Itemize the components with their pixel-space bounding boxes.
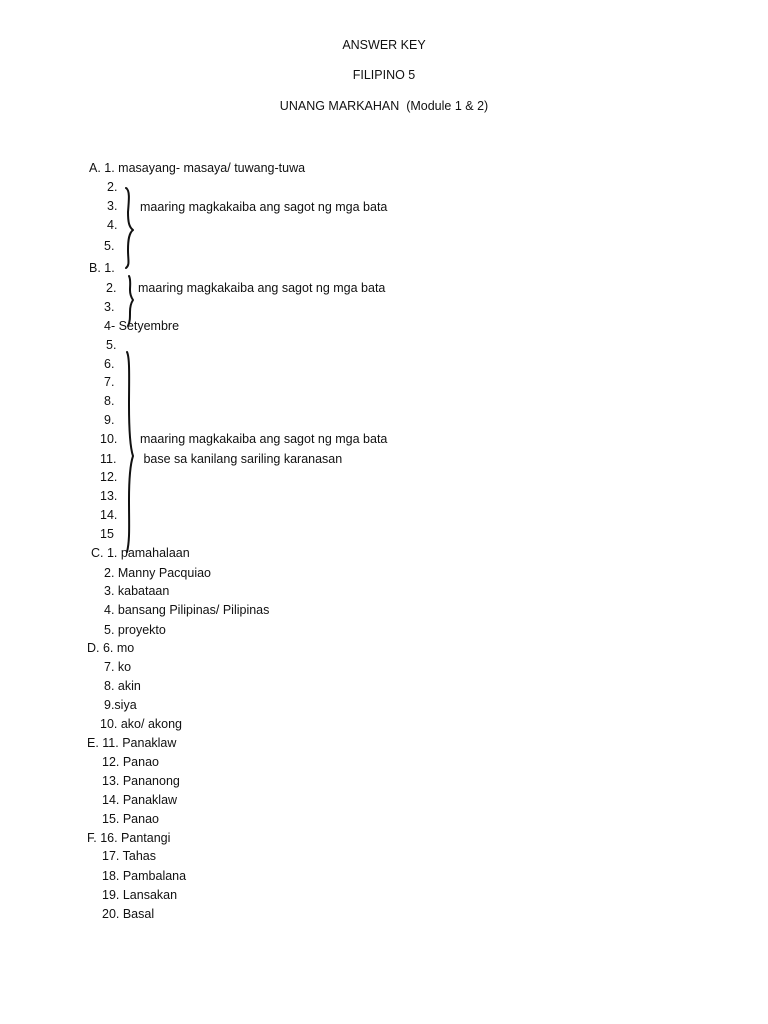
answer-b-1: B. 1. xyxy=(89,261,115,275)
answer-f-16: F. 16. Pantangi xyxy=(87,831,171,845)
answer-b-2: 2. xyxy=(106,281,117,295)
answer-a-note: maaring magkakaiba ang sagot ng mga bata xyxy=(140,200,388,214)
answer-b-4: 4- Setyembre xyxy=(104,319,180,333)
answer-d-7: 7. ko xyxy=(104,660,132,674)
answer-f-19: 19. Lansakan xyxy=(102,888,178,902)
answer-b-8: 8. xyxy=(104,394,115,408)
answer-a-1: A. 1. masayang- masaya/ tuwang-tuwa xyxy=(89,161,306,175)
answer-c-2: 2. Manny Pacquiao xyxy=(104,566,212,580)
answer-b-13: 13. xyxy=(100,489,118,503)
answer-e-15: 15. Panao xyxy=(102,812,159,826)
subject-title: FILIPINO 5 xyxy=(352,68,416,82)
answer-e-14: 14. Panaklaw xyxy=(102,793,178,807)
brace-section-b-upper xyxy=(128,276,133,326)
answer-b-9: 9. xyxy=(104,413,115,427)
answer-f-17: 17. Tahas xyxy=(102,849,156,863)
answer-b-note-2: maaring magkakaiba ang sagot ng mga bata xyxy=(140,432,388,446)
answer-b-15: 15 xyxy=(100,527,114,541)
answer-c-4: 4. bansang Pilipinas/ Pilipinas xyxy=(104,603,270,617)
answer-d-6: D. 6. mo xyxy=(87,641,135,655)
answer-d-9: 9.siya xyxy=(104,698,137,712)
answer-b-note-1: maaring magkakaiba ang sagot ng mga bata xyxy=(138,281,386,295)
answer-f-20: 20. Basal xyxy=(102,907,155,921)
document-title: ANSWER KEY xyxy=(342,38,426,52)
answer-f-18: 18. Pambalana xyxy=(102,869,187,883)
answer-b-11: 11. xyxy=(100,452,117,466)
answer-d-10: 10. ako/ akong xyxy=(100,717,183,731)
answer-b-10: 10. xyxy=(100,432,118,446)
answer-e-12: 12. Panao xyxy=(102,755,159,769)
answer-b-14: 14. xyxy=(100,508,118,522)
answer-b-note-3: base sa kanilang sariling karanasan xyxy=(140,452,343,466)
answer-b-12: 12. xyxy=(100,470,118,484)
answer-a-4: 4. xyxy=(107,218,118,232)
answer-a-5: 5. xyxy=(104,239,115,253)
answer-e-11: E. 11. Panaklaw xyxy=(87,736,177,750)
answer-b-3: 3. xyxy=(104,300,115,314)
answer-d-8: 8. akin xyxy=(104,679,141,693)
answer-a-3: 3. xyxy=(107,199,118,213)
answer-b-6: 6. xyxy=(104,357,115,371)
quarter-title: UNANG MARKAHAN (Module 1 & 2) xyxy=(279,99,489,113)
answer-a-2: 2. xyxy=(107,180,118,194)
answer-c-5: 5. proyekto xyxy=(104,623,166,637)
brace-section-b-lower xyxy=(127,352,133,552)
answer-c-1: C. 1. pamahalaan xyxy=(91,546,190,560)
answer-c-3: 3. kabataan xyxy=(104,584,170,598)
brace-section-a xyxy=(126,188,133,268)
answer-b-7: 7. xyxy=(104,375,115,389)
answer-e-13: 13. Pananong xyxy=(102,774,180,788)
answer-b-5: 5. xyxy=(106,338,117,352)
